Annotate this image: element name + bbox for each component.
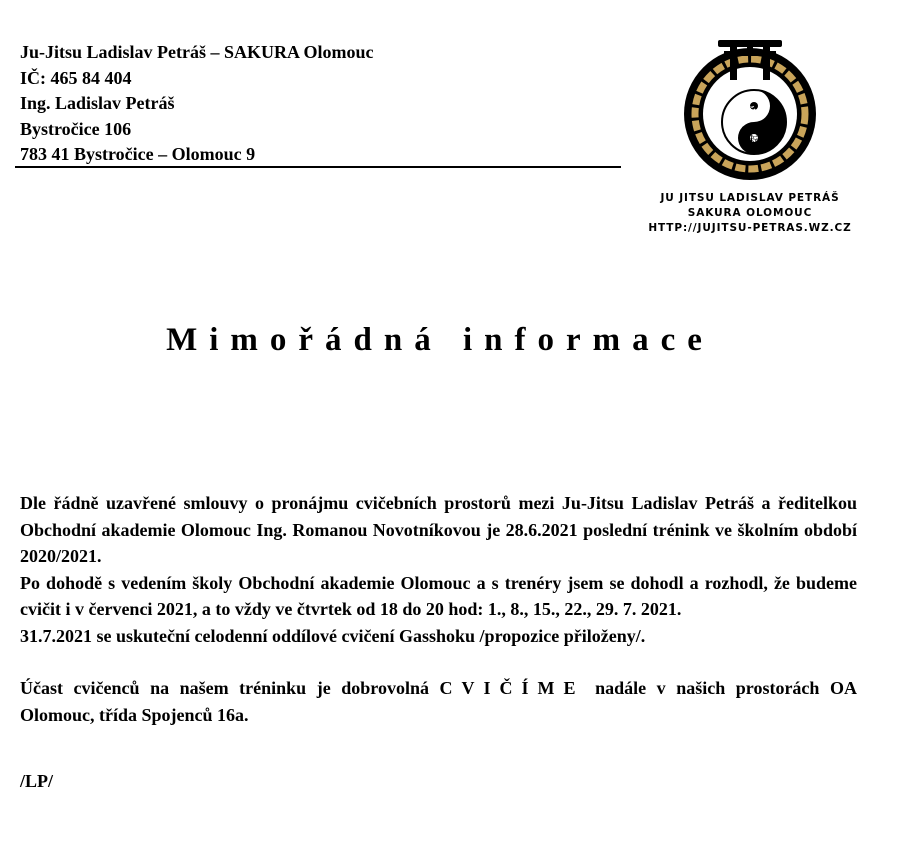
street-address: Bystročice 106 bbox=[20, 118, 132, 139]
emphasis-text: CVIČÍME bbox=[439, 678, 585, 698]
svg-text:柔: 柔 bbox=[743, 106, 757, 121]
logo-caption-line: JU JITSU LADISLAV PETRÁŠ bbox=[660, 192, 840, 204]
paragraph-attendance bbox=[20, 675, 857, 728]
club-name: Ju-Jitsu Ladislav Petráš – SAKURA Olomouc bbox=[20, 42, 374, 62]
signature: /LP/ bbox=[20, 771, 54, 791]
logo-caption-line: SAKURA OLOMOUC bbox=[687, 207, 813, 219]
page-title: Mimořádná informace bbox=[166, 322, 714, 358]
dojo-emblem-icon bbox=[670, 38, 830, 188]
owner-name: Ing. Ladislav Petráš bbox=[20, 93, 175, 113]
notice-body bbox=[20, 490, 857, 728]
header-divider bbox=[15, 166, 621, 168]
paragraph-gasshoku: 31.7.2021 se uskuteční celodenní oddílové cvičení Gasshoku /propozice přiloženy/. bbox=[20, 625, 646, 646]
attendance-text-end: nadále v našich prostorách OA Olomouc, třída Spojenců 16a. bbox=[20, 678, 857, 725]
logo-caption-url: HTTP://JUJITSU-PETRAS.WZ.CZ bbox=[648, 222, 852, 234]
letterhead-address bbox=[20, 40, 374, 168]
logo-caption bbox=[620, 191, 880, 236]
paragraph-contract: Dle řádně uzavřené smlouvy o pronájmu cvičebních prostorů mezi Ju-Jitsu Ladislav Petráš a ředitelkou Obchodní akademie Olomouc Ing. Romanou Novotníkovou je 28.6.2021 poslední trénink ve školním období 2020/2021. bbox=[20, 493, 857, 566]
club-logo bbox=[620, 30, 880, 240]
company-id: IČ: 465 84 404 bbox=[20, 67, 132, 88]
postal-address: 783 41 Bystročice – Olomouc 9 bbox=[20, 144, 256, 164]
attendance-text: Účast cvičenců na našem tréninku je dobrovolná bbox=[20, 678, 440, 698]
paragraph-july-training: Po dohodě s vedením školy Obchodní akademie Olomouc a s trenéry jsem se dohodl a rozhodl, že budeme cvičit i v červenci 2021, a to vždy ve čtvrtek od 18 do 20 hod: 1., 8., 15., 22., 29. 7. 2021. bbox=[20, 572, 857, 619]
svg-text:術: 術 bbox=[745, 135, 759, 150]
